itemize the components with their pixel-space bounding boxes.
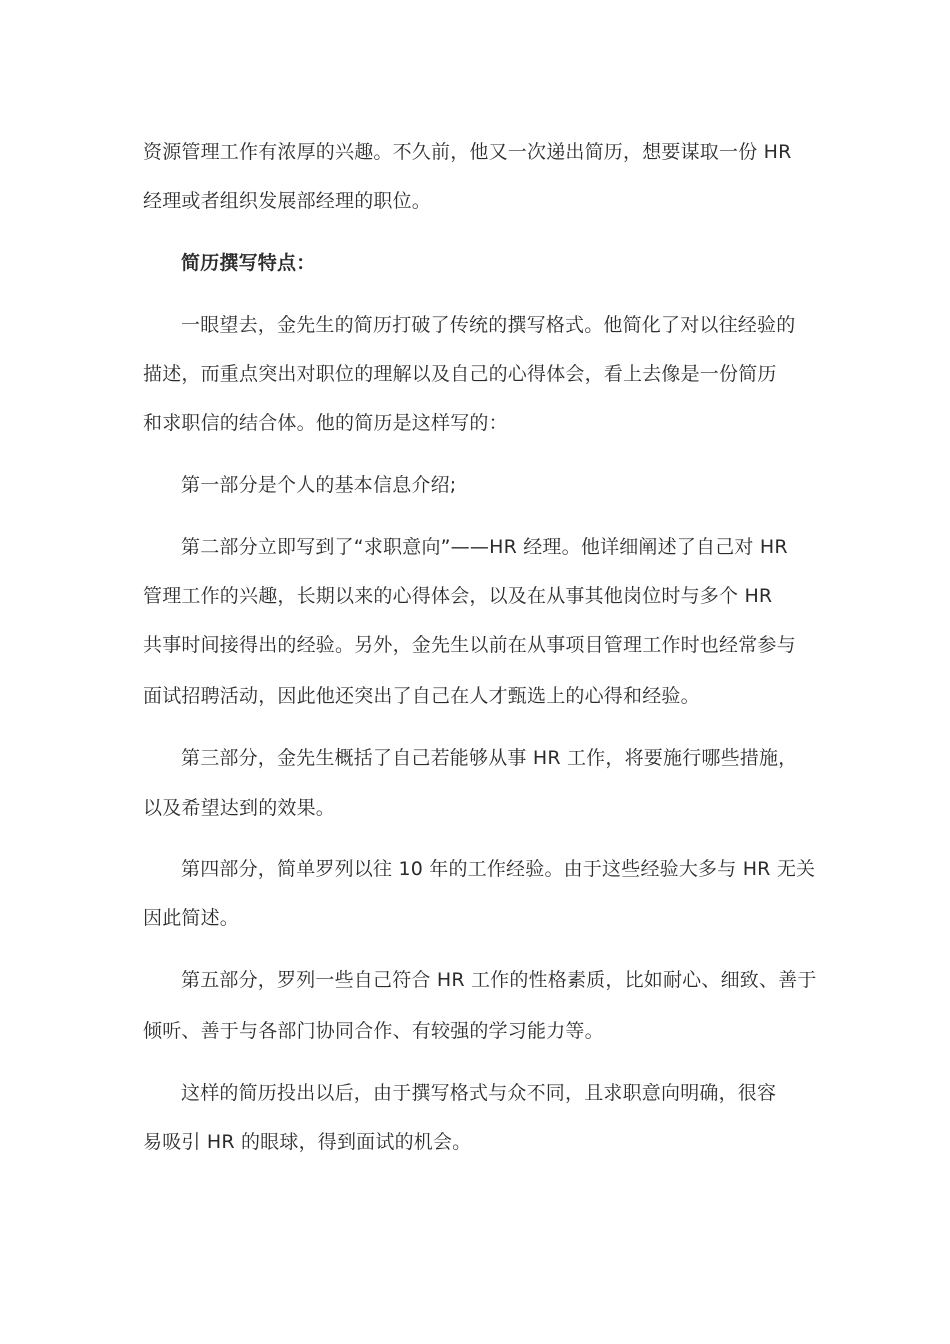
- paragraph-line: 管理工作的兴趣，长期以来的心得体会，以及在从事其他岗位时与多个 HR: [143, 585, 773, 607]
- paragraph-line: 面试招聘活动，因此他还突出了自己在人才甄选上的心得和经验。: [143, 685, 700, 707]
- paragraph-line: 资源管理工作有浓厚的兴趣。不久前，他又一次递出简历，想要谋取一份 HR: [143, 141, 792, 163]
- paragraph-line: 第四部分，简单罗列以往 10 年的工作经验。由于这些经验大多与 HR 无关: [181, 858, 816, 880]
- paragraph-line: 第二部分立即写到了“求职意向”——HR 经理。他详细阐述了自己对 HR: [181, 536, 788, 558]
- section-heading: 简历撰写特点：: [181, 252, 316, 274]
- paragraph-line: 描述，而重点突出对职位的理解以及自己的心得体会，看上去像是一份简历: [143, 363, 777, 385]
- paragraph-line: 以及希望达到的效果。: [143, 797, 336, 819]
- paragraph-line: 倾听、善于与各部门协同合作、有较强的学习能力等。: [143, 1020, 604, 1042]
- paragraph-line: 这样的简历投出以后，由于撰写格式与众不同，且求职意向明确，很容: [181, 1082, 777, 1104]
- paragraph-line: 第一部分是个人的基本信息介绍;: [181, 474, 457, 496]
- paragraph-line: 第三部分，金先生概括了自己若能够从事 HR 工作，将要施行哪些措施，: [181, 747, 798, 769]
- paragraph-line: 经理或者组织发展部经理的职位。: [143, 190, 432, 212]
- paragraph-line: 易吸引 HR 的眼球，得到面试的机会。: [143, 1131, 472, 1153]
- paragraph-line: 和求职信的结合体。他的简历是这样写的：: [143, 412, 508, 434]
- paragraph-line: 一眼望去，金先生的简历打破了传统的撰写格式。他简化了对以往经验的: [181, 314, 796, 336]
- paragraph-line: 因此简述。: [143, 907, 240, 929]
- paragraph-line: 共事时间接得出的经验。另外，金先生以前在从事项目管理工作时也经常参与: [143, 634, 796, 656]
- paragraph-line: 第五部分，罗列一些自己符合 HR 工作的性格素质，比如耐心、细致、善于: [181, 969, 817, 991]
